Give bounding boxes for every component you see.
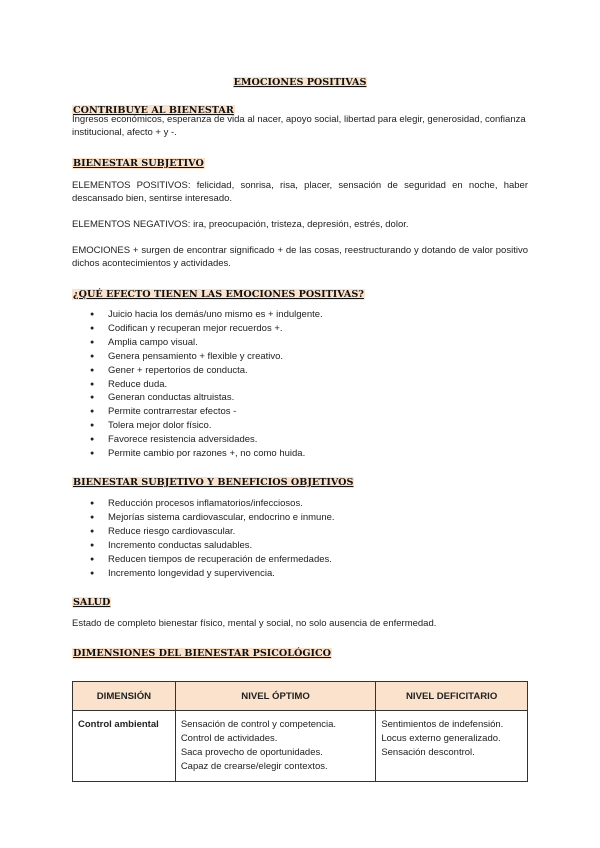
cell-line: Saca provecho de oportunidades.	[180, 746, 323, 758]
title-text: EMOCIONES POSITIVAS	[233, 77, 367, 88]
cell-line: Control de actividades.	[180, 732, 278, 744]
header-nivel-deficitario: NIVEL DEFICITARIO	[376, 682, 528, 711]
section-salud	[72, 592, 528, 608]
section-dimensiones	[72, 643, 528, 659]
list-item: ● Reducen tiempos de recuperación de enfermedades.	[72, 553, 528, 567]
cell-dimension: Control ambiental	[73, 711, 176, 782]
table-row	[73, 711, 528, 782]
list-item: ● Reduce duda.	[72, 378, 528, 392]
document-title	[0, 72, 600, 90]
list-item: ● Generan conductas altruistas.	[72, 391, 528, 405]
beneficios-list	[72, 497, 528, 580]
list-item: ● Gener + repertorios de conducta.	[72, 364, 528, 378]
cell-line: Sentimientos de indefensión.	[381, 719, 504, 730]
heading-bienestar-subjetivo: BIENESTAR SUBJETIVO	[73, 158, 204, 169]
list-item: ● Tolera mejor dolor físico.	[72, 419, 528, 433]
list-item: ● Incremento longevidad y supervivencia.	[72, 567, 528, 581]
cell-deficitario	[376, 711, 528, 782]
list-item: ● Permite cambio por razones +, no como huida.	[72, 447, 528, 461]
section-beneficios	[72, 472, 528, 488]
contribuye-text: Ingresos económicos, esperanza de vida al nacer, apoyo social, libertad para elegir, generosidad, confianza institucional, afecto + y -.	[72, 114, 526, 139]
cell-line: Capaz de crearse/elegir contextos.	[180, 760, 328, 772]
heading-contribuye: CONTRIBUYE AL BIENESTAR	[73, 105, 234, 116]
cell-line: Locus externo generalizado.	[381, 732, 501, 744]
section-bienestar-subjetivo	[72, 153, 528, 169]
efecto-list	[72, 308, 528, 461]
list-item: ● Mejorías sistema cardiovascular, endocrino e inmune.	[72, 511, 528, 525]
heading-salud: SALUD	[73, 597, 111, 608]
section-contribuye	[72, 100, 528, 140]
elementos-negativos-text: ELEMENTOS NEGATIVOS: ira, preocupación, tristeza, depresión, estrés, dolor.	[72, 219, 409, 230]
salud-text: Estado de completo bienestar físico, mental y social, no solo ausencia de enfermedad.	[72, 618, 437, 629]
heading-efecto: ¿QUÉ EFECTO TIENEN LAS EMOCIONES POSITIVAS?	[73, 289, 364, 300]
header-nivel-optimo: NIVEL ÓPTIMO	[175, 682, 376, 711]
list-item: ● Codifican y recuperan mejor recuerdos +.	[72, 322, 528, 336]
elementos-positivos-text: ELEMENTOS POSITIVOS: felicidad, sonrisa, risa, placer, sensación de seguridad en noche, haber descansado bien, sentirse interesado.	[72, 180, 528, 205]
heading-beneficios: BIENESTAR SUBJETIVO Y BENEFICIOS OBJETIVOS	[73, 477, 354, 488]
header-dimension: DIMENSIÓN	[73, 682, 176, 711]
cell-optimo	[175, 711, 376, 782]
section-efecto	[72, 284, 528, 300]
dimensiones-table	[72, 681, 528, 782]
list-item: ● Reduce riesgo cardiovascular.	[72, 525, 528, 539]
list-item: ● Genera pensamiento + flexible y creativo.	[72, 350, 528, 364]
emociones-text: EMOCIONES + surgen de encontrar significado + de las cosas, reestructurando y dotando de valor positivo dichos acontecimientos y actividades.	[72, 245, 528, 270]
list-item: ● Amplia campo visual.	[72, 336, 528, 350]
cell-line: Sensación de control y competencia.	[180, 719, 337, 730]
list-item: ● Reducción procesos inflamatorios/infecciosos.	[72, 497, 528, 511]
list-item: ● Favorece resistencia adversidades.	[72, 433, 528, 447]
cell-line: Sensación descontrol.	[381, 746, 475, 758]
list-item: ● Juicio hacia los demás/uno mismo es + indulgente.	[72, 308, 528, 322]
list-item: ● Permite contrarrestar efectos -	[72, 405, 528, 419]
list-item: ● Incremento conductas saludables.	[72, 539, 528, 553]
heading-dimensiones: DIMENSIONES DEL BIENESTAR PSICOLÓGICO	[73, 648, 332, 659]
table-header-row	[73, 682, 528, 711]
